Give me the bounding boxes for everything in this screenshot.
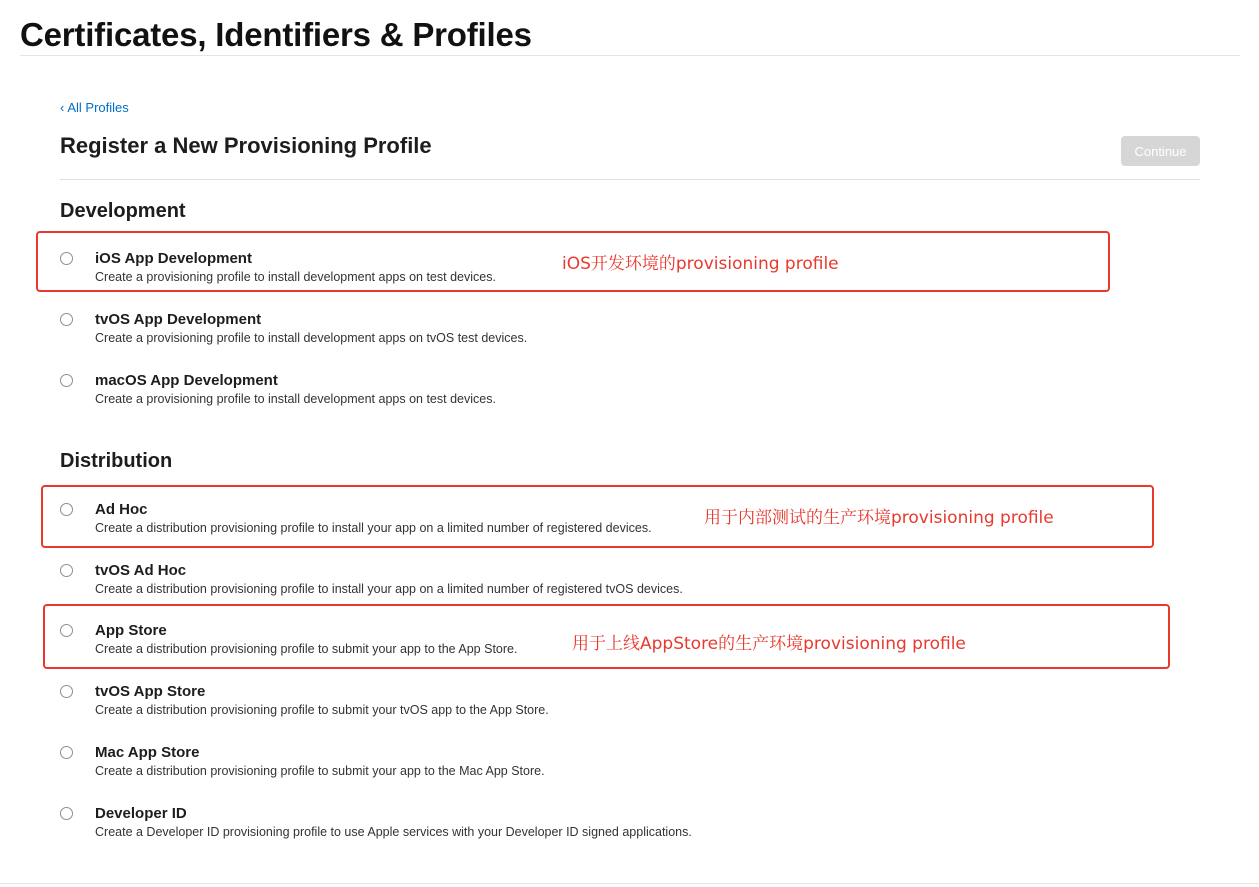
option-tvos-app-development[interactable] <box>60 311 960 357</box>
distribution-heading: Distribution <box>60 450 173 472</box>
option-label: tvOS App Store <box>95 683 206 700</box>
register-title: Register a New Provisioning Profile <box>60 133 432 158</box>
option-label: macOS App Development <box>95 372 278 389</box>
radio-tvos-ad-hoc[interactable] <box>60 564 73 577</box>
title-divider <box>60 179 1200 180</box>
option-description: Create a provisioning profile to install development apps on test devices. <box>95 270 496 284</box>
option-label: Ad Hoc <box>95 501 148 518</box>
option-label: App Store <box>95 622 167 639</box>
option-description: Create a distribution provisioning profile to submit your tvOS app to the App Store. <box>95 703 549 717</box>
option-description: Create a provisioning profile to install development apps on test devices. <box>95 392 496 406</box>
footer-divider <box>0 883 1259 884</box>
radio-mac-app-store[interactable] <box>60 746 73 759</box>
option-description: Create a distribution provisioning profile to install your app on a limited number of registered devices. <box>95 521 652 535</box>
radio-macos-app-development[interactable] <box>60 374 73 387</box>
option-label: Mac App Store <box>95 744 200 761</box>
option-mac-app-store[interactable] <box>60 744 960 790</box>
option-label: tvOS Ad Hoc <box>95 562 187 579</box>
development-heading: Development <box>60 200 186 222</box>
option-description: Create a distribution provisioning profile to submit your app to the App Store. <box>95 642 518 656</box>
chevron-left-icon: ‹ <box>60 100 65 115</box>
option-developer-id[interactable] <box>60 805 960 851</box>
main-content <box>60 0 1200 887</box>
annotation-text-ios-development: iOS开发环境的provisioning profile <box>562 254 839 274</box>
radio-developer-id[interactable] <box>60 807 73 820</box>
radio-tvos-app-development[interactable] <box>60 313 73 326</box>
back-link-label: All Profiles <box>67 100 129 115</box>
option-description: Create a provisioning profile to install development apps on tvOS test devices. <box>95 331 528 345</box>
option-description: Create a Developer ID provisioning profile to use Apple services with your Developer ID signed applications. <box>95 825 692 839</box>
continue-button[interactable]: Continue <box>1121 136 1200 166</box>
option-tvos-app-store[interactable] <box>60 683 960 729</box>
annotation-text-ad-hoc: 用于内部测试的生产环境provisioning profile <box>704 508 1054 528</box>
option-label: tvOS App Development <box>95 311 262 328</box>
radio-tvos-app-store[interactable] <box>60 685 73 698</box>
page-title: Certificates, Identifiers & Profiles <box>20 16 532 53</box>
annotation-text-app-store: 用于上线AppStore的生产环境provisioning profile <box>572 634 966 654</box>
option-macos-app-development[interactable] <box>60 372 960 418</box>
option-description: Create a distribution provisioning profile to install your app on a limited number of registered tvOS devices. <box>95 582 683 596</box>
option-tvos-ad-hoc[interactable] <box>60 562 960 608</box>
option-label: Developer ID <box>95 805 187 822</box>
option-label: iOS App Development <box>95 250 252 267</box>
all-profiles-link[interactable] <box>60 100 129 115</box>
option-description: Create a distribution provisioning profile to submit your app to the Mac App Store. <box>95 764 545 778</box>
